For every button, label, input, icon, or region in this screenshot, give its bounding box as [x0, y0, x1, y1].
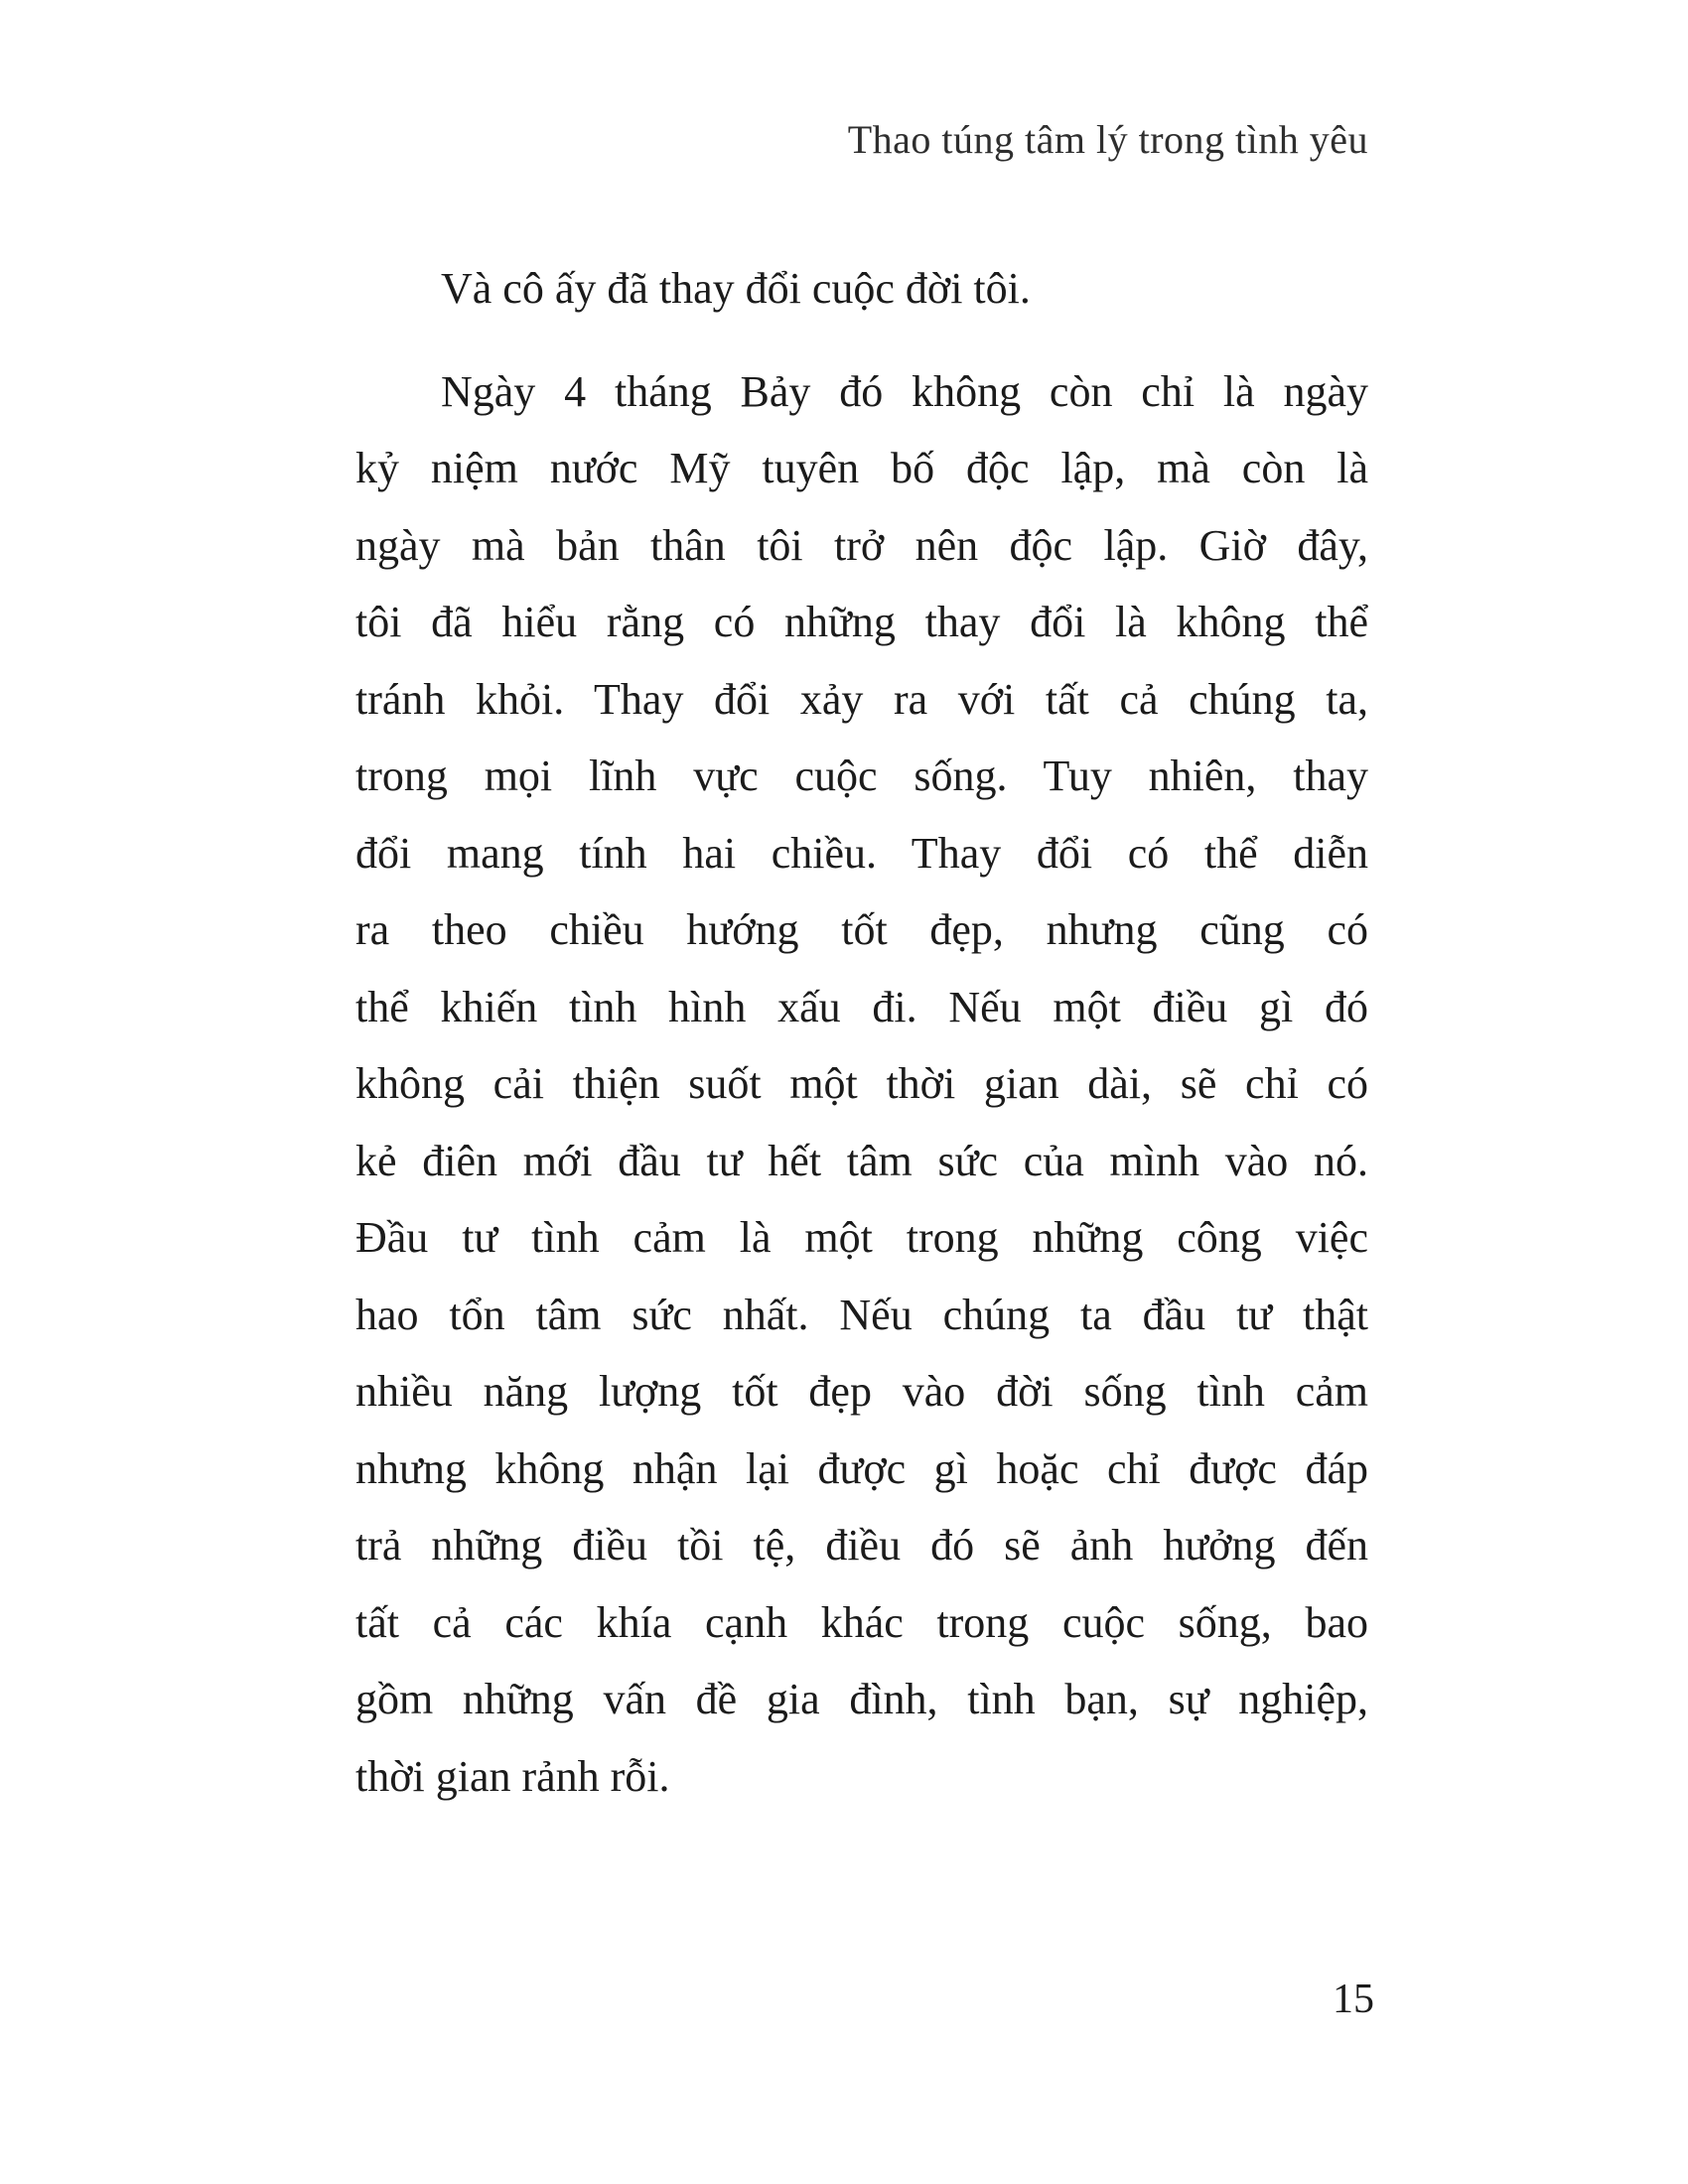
page-number: 15: [1333, 1977, 1374, 2022]
paragraph: [355, 250, 1368, 328]
text-line: trong mọi lĩnh vực cuộc sống. Tuy nhiên, thay: [355, 751, 1368, 800]
text-line: nhưng không nhận lại được gì hoặc chỉ được đáp: [355, 1443, 1368, 1493]
text-line: Ngày 4 tháng Bảy đó không còn chỉ là ngày: [441, 366, 1368, 416]
text-line: tất cả các khía cạnh khác trong cuộc sống, bao: [355, 1597, 1368, 1647]
text-line: tránh khỏi. Thay đổi xảy ra với tất cả chúng ta,: [355, 674, 1368, 724]
text-line: gồm những vấn đề gia đình, tình bạn, sự nghiệp,: [355, 1675, 1368, 1723]
text-line: nhiều năng lượng tốt đẹp vào đời sống tình cảm: [355, 1367, 1368, 1416]
text-line: Đầu tư tình cảm là một trong những công việc: [355, 1213, 1368, 1262]
body-text: [355, 250, 1368, 1815]
paragraph: [355, 353, 1368, 1816]
text-line: kẻ điên mới đầu tư hết tâm sức của mình vào nó.: [355, 1136, 1368, 1185]
running-header: Thao túng tâm lý trong tình yêu: [847, 117, 1368, 162]
text-line: hao tổn tâm sức nhất. Nếu chúng ta đầu tư thật: [355, 1290, 1368, 1339]
text-line: không cải thiện suốt một thời gian dài, sẽ chỉ có: [355, 1059, 1368, 1108]
text-line: thời gian rảnh rỗi.: [355, 1751, 670, 1801]
text-line: tôi đã hiểu rằng có những thay đổi là không thể: [355, 598, 1368, 646]
text-line: kỷ niệm nước Mỹ tuyên bố độc lập, mà còn là: [355, 444, 1368, 492]
text-line: ra theo chiều hướng tốt đẹp, nhưng cũng có: [355, 905, 1368, 954]
text-line: Và cô ấy đã thay đổi cuộc đời tôi.: [441, 264, 1031, 313]
text-line: trả những điều tồi tệ, điều đó sẽ ảnh hưởng đến: [355, 1521, 1368, 1570]
text-line: thể khiến tình hình xấu đi. Nếu một điều gì đó: [355, 982, 1368, 1031]
text-line: đổi mang tính hai chiều. Thay đổi có thể diễn: [355, 828, 1368, 878]
text-line: ngày mà bản thân tôi trở nên độc lập. Giờ đây,: [355, 520, 1368, 570]
